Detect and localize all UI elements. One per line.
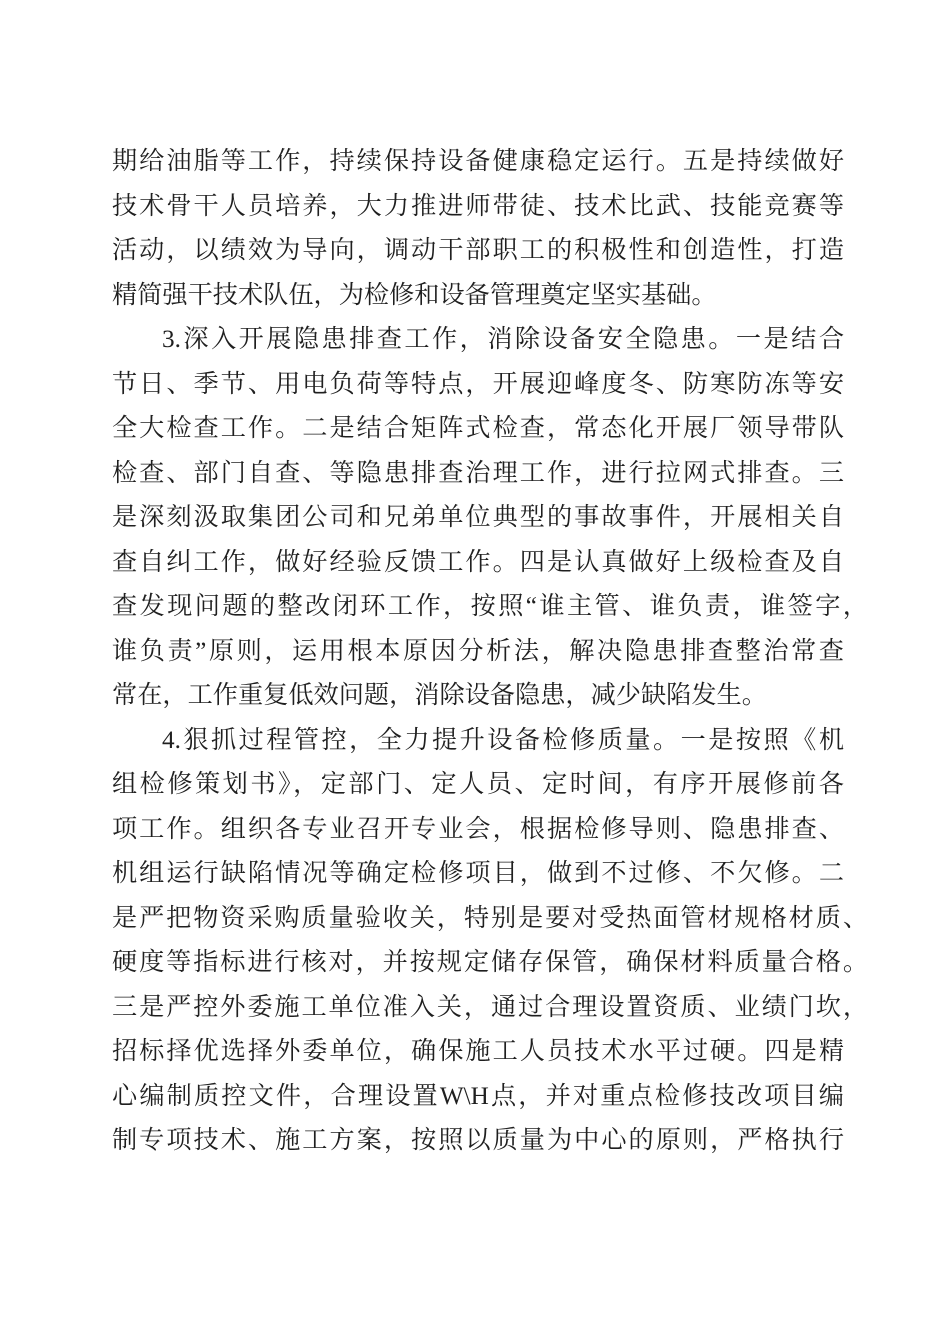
text-line: 项工作。组织各专业召开专业会，根据检修导则、隐患排查、 <box>112 815 844 843</box>
text-line: 是严把物资采购质量验收关，特别是要对受热面管材规格材质、 <box>112 904 868 932</box>
text-line: 4.狠抓过程管控，全力提升设备检修质量。一是按照《机 <box>162 726 844 754</box>
text-line: 制专项技术、施工方案，按照以质量为中心的原则，严格执行 <box>112 1127 844 1154</box>
text-line: 是深刻汲取集团公司和兄弟单位典型的事故事件，开展相关自 <box>112 504 844 531</box>
text-line: 查发现问题的整改闭环工作，按照“谁主管、谁负责，谁签字， <box>112 593 868 620</box>
text-line: 谁负责”原则，运用根本原因分析法，解决隐患排查整治常查 <box>112 637 844 665</box>
text-line: 精简强干技术队伍，为检修和设备管理奠定坚实基础。 <box>112 281 717 309</box>
paragraph-continuation <box>112 140 844 318</box>
text-line: 心编制质控文件，合理设置W\H点，并对重点检修技改项目编 <box>112 1082 844 1110</box>
text-line: 节日、季节、用电负荷等特点，开展迎峰度冬、防寒防冻等安 <box>112 370 844 398</box>
text-line: 组检修策划书》，定部门、定人员、定时间，有序开展修前各 <box>112 771 844 798</box>
text-line: 技术骨干人员培养，大力推进师带徒、技术比武、技能竞赛等 <box>112 192 844 220</box>
text-line: 检查、部门自查、等隐患排查治理工作，进行拉网式排查。三 <box>112 459 844 487</box>
text-line: 招标择优选择外委单位，确保施工人员技术水平过硬。四是精 <box>112 1038 844 1065</box>
text-line: 期给油脂等工作，持续保持设备健康稳定运行。五是持续做好 <box>112 148 844 175</box>
paragraph-item-3 <box>112 318 868 719</box>
document-text-block <box>112 140 868 1164</box>
text-line: 机组运行缺陷情况等确定检修项目，做到不过修、不欠修。二 <box>112 860 844 887</box>
text-line: 硬度等指标进行核对，并按规定储存保管，确保材料质量合格。 <box>112 949 868 976</box>
text-line: 三是严控外委施工单位准入关，通过合理设置资质、业绩门坎， <box>112 993 868 1021</box>
text-line: 查自纠工作，做好经验反馈工作。四是认真做好上级检查及自 <box>112 548 844 576</box>
text-line: 全大检查工作。二是结合矩阵式检查，常态化开展厂领导带队 <box>112 415 844 442</box>
text-line: 活动，以绩效为导向，调动干部职工的积极性和创造性，打造 <box>112 237 844 264</box>
text-line: 3.深入开展隐患排查工作，消除设备安全隐患。一是结合 <box>162 326 844 353</box>
text-line: 常在，工作重复低效问题，消除设备隐患，减少缺陷发生。 <box>112 682 767 709</box>
paragraph-item-4 <box>112 719 868 1164</box>
